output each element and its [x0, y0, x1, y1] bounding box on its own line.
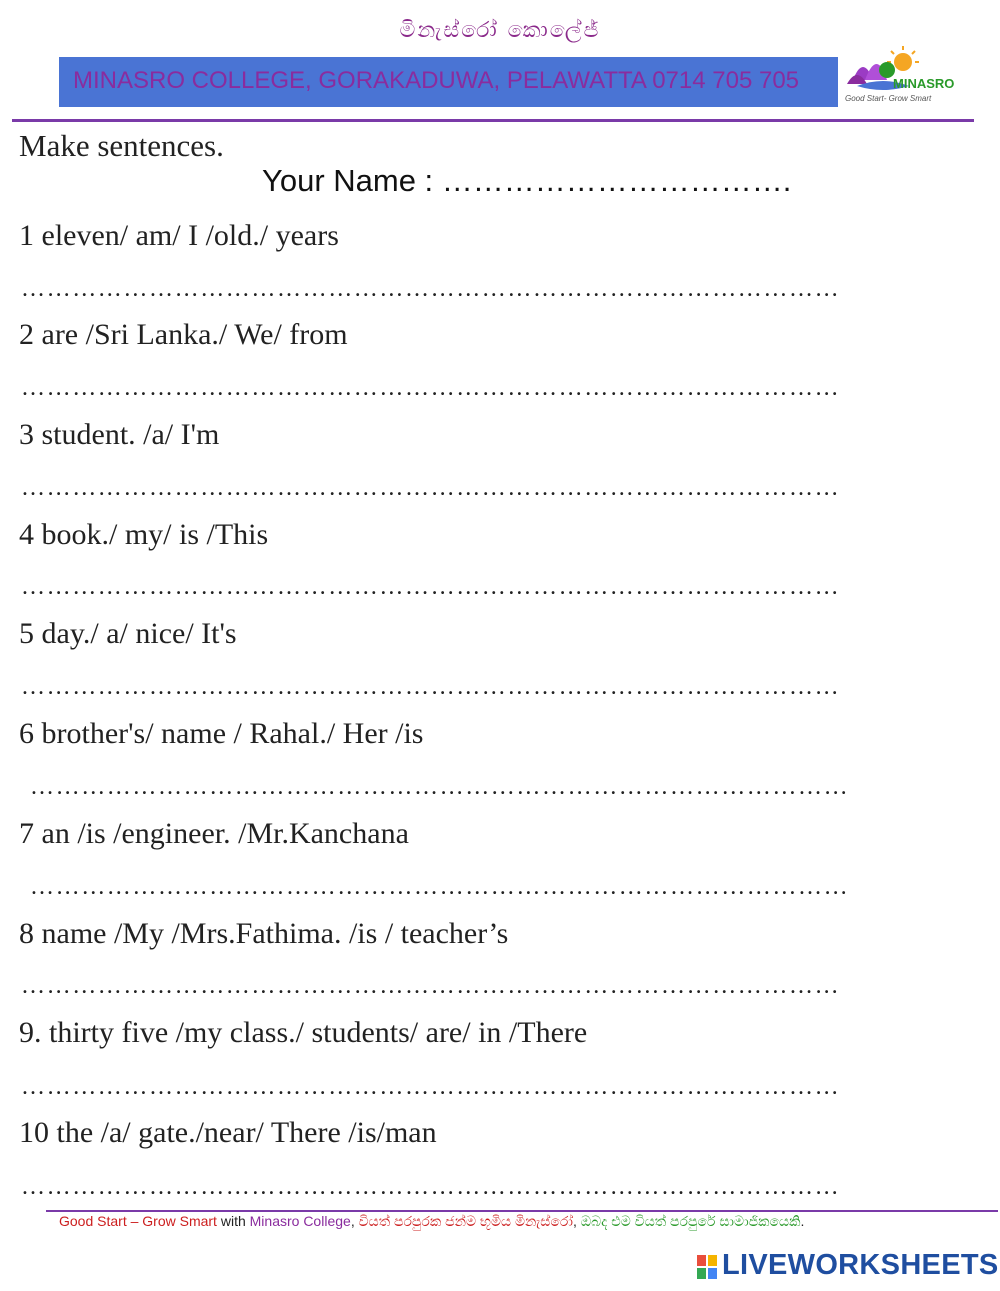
logo-tagline: Good Start- Grow Smart [845, 94, 932, 103]
header-banner [59, 57, 838, 107]
exercise-item-7: 7 an /is /engineer. /Mr.Kanchana [19, 817, 409, 850]
name-prompt: Your Name : ……………………………. [262, 163, 792, 198]
exercise-item-5: 5 day./ a/ nice/ It's [19, 617, 237, 650]
footer-college: Minasro College [249, 1213, 351, 1229]
answer-line-9[interactable]: …………………………………………………………………………………… [21, 1074, 841, 1100]
college-logo [843, 40, 955, 106]
exercise-item-2: 2 are /Sri Lanka./ We/ from [19, 318, 348, 351]
instruction-text: Make sentences. [19, 128, 224, 163]
answer-line-5[interactable]: …………………………………………………………………………………… [21, 674, 841, 700]
answer-line-8[interactable]: …………………………………………………………………………………… [21, 973, 841, 999]
exercise-item-9: 9. thirty five /my class./ students/ are/ in /There [19, 1016, 588, 1049]
logo-text: MINASRO [893, 76, 955, 91]
answer-line-10[interactable]: …………………………………………………………………………………… [21, 1174, 841, 1200]
footer-divider [46, 1210, 998, 1212]
exercise-item-3: 3 student. /a/ I'm [19, 418, 220, 451]
footer-comma-2: , [572, 1213, 581, 1229]
footer-period: . [800, 1213, 805, 1229]
footer-slogan: Good Start – Grow Smart [59, 1213, 217, 1229]
header-divider [12, 119, 974, 122]
answer-line-2[interactable]: …………………………………………………………………………………… [21, 375, 841, 401]
footer-text [59, 1213, 804, 1230]
exercise-item-1: 1 eleven/ am/ I /old./ years [19, 219, 339, 252]
answer-line-7[interactable]: …………………………………………………………………………………… [30, 874, 850, 900]
school-name-sinhala: මිනැස්රෝ කොලේජ් [399, 18, 601, 43]
answer-line-4[interactable]: …………………………………………………………………………………… [21, 574, 841, 600]
exercise-item-10: 10 the /a/ gate./near/ There /is/man [19, 1116, 437, 1149]
liveworksheets-icon [697, 1255, 717, 1279]
footer-sinhala-1: වියත් පරපුරක ජන්ම භූමිය මිනැස්රෝ [358, 1213, 573, 1229]
exercise-item-8: 8 name /My /Mrs.Fathima. /is / teacher’s [19, 917, 509, 950]
answer-line-1[interactable]: …………………………………………………………………………………… [21, 276, 841, 302]
footer-sinhala-2: ඔබද එම වියත් පරපුරේ සාමාජිකයෙකි [580, 1213, 801, 1229]
answer-line-6[interactable]: …………………………………………………………………………………… [30, 774, 850, 800]
footer-with: with [216, 1213, 250, 1229]
exercise-item-4: 4 book./ my/ is /This [19, 518, 269, 551]
liveworksheets-text: LIVEWORKSHEETS [722, 1249, 999, 1281]
banner-text: MINASRO COLLEGE, GORAKADUWA, PELAWATTA 0714 705 705 [73, 67, 800, 94]
footer-comma-1: , [350, 1213, 359, 1229]
answer-line-3[interactable]: …………………………………………………………………………………… [21, 475, 841, 501]
exercise-item-6: 6 brother's/ name / Rahal./ Her /is [19, 717, 424, 750]
